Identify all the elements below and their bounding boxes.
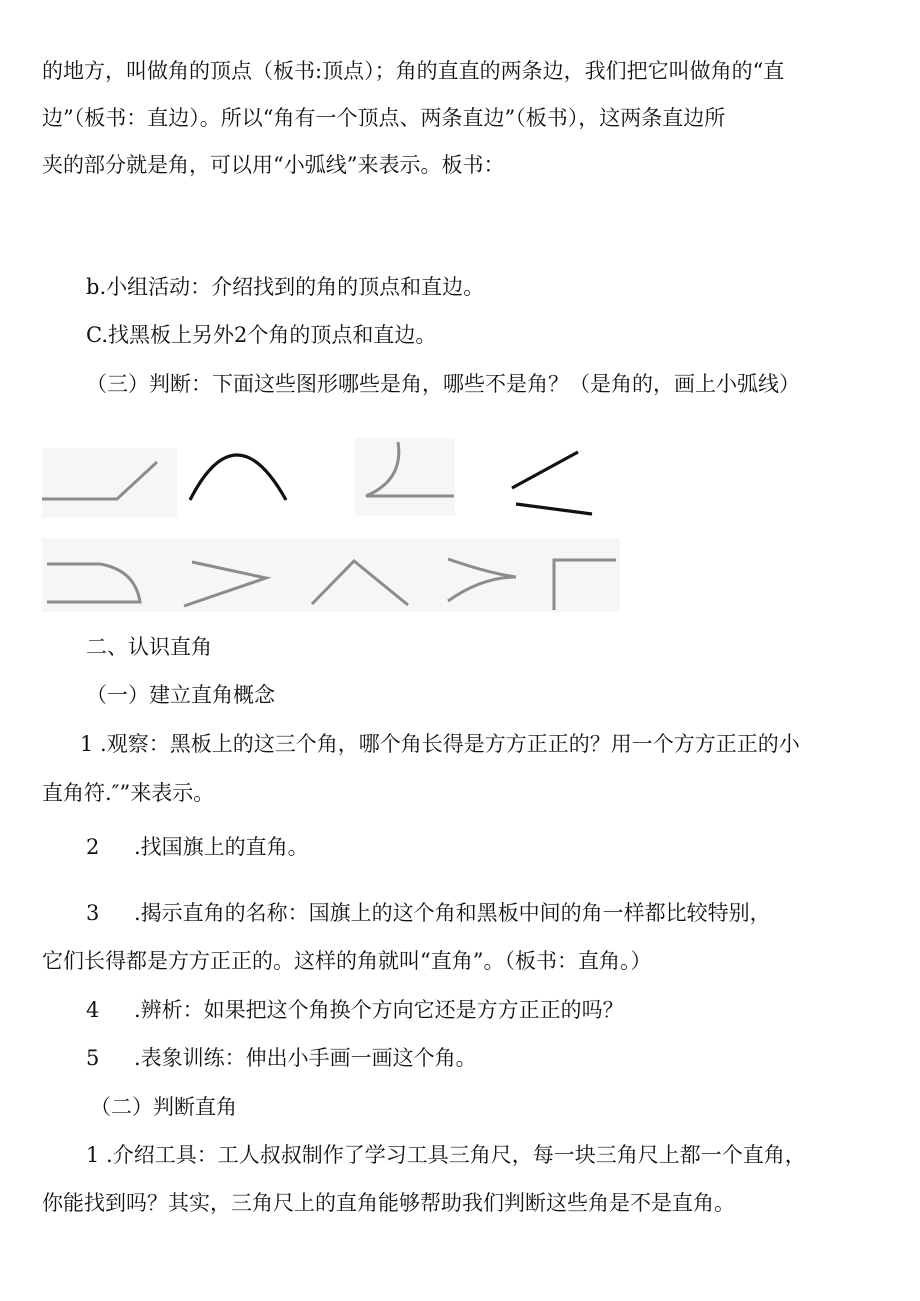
paragraph-line: 1 .观察：黑板上的这三个角，哪个角长得是方方正正的？用一个方方正正的小	[80, 732, 800, 756]
curved-angle-figure-3	[360, 440, 460, 505]
subsection-heading: （二）判断直角	[90, 1095, 237, 1119]
step-number: 4	[86, 998, 100, 1022]
step-text: .找国旗上的直角。	[134, 835, 309, 859]
paragraph-line: 1 .介绍工具：工人叔叔制作了学习工具三角尺，每一块三角尺上都一个直角，	[86, 1143, 806, 1167]
paragraph-line: 直角符.″”来表示。	[42, 781, 215, 805]
section-heading-judgement: （三）判断：下面这些图形哪些是角，哪些不是角？（是角的，画上小弧线）	[86, 372, 800, 396]
angle-figure-1	[42, 450, 167, 510]
right-angle-figure-9	[546, 554, 618, 612]
paragraph-line: 夹的部分就是角，可以用“小弧线”来表示。板书：	[42, 153, 505, 177]
step-number: 5	[86, 1046, 100, 1070]
step-text: .揭示直角的名称：国旗上的这个角和黑板中间的角一样都比较特别，	[134, 901, 771, 925]
list-item-b: b.小组活动：介绍找到的角的顶点和直边。	[86, 275, 485, 299]
paragraph-line: 的地方，叫做角的顶点（板书:顶点）；角的直直的两条边，我们把它叫做角的“直	[42, 59, 785, 83]
step-number: 3	[86, 901, 100, 925]
step-number: 2	[86, 835, 100, 859]
list-item-c: C.找黑板上另外2个角的顶点和直边。	[86, 323, 437, 347]
subsection-heading: （一）建立直角概念	[86, 683, 275, 707]
curved-angle-figure-5	[45, 558, 150, 608]
step-text: .辨析：如果把这个角换个方向它还是方方正正的吗？	[134, 998, 624, 1022]
angle-figure-6	[182, 556, 274, 608]
paragraph-line: 你能找到吗？其实，三角尺上的直角能够帮助我们判断这些角是不是直角。	[42, 1191, 735, 1215]
curve-figure-2	[184, 442, 294, 507]
curved-lines-figure-8	[442, 555, 522, 607]
section-heading-right-angle: 二、认识直角	[86, 635, 212, 659]
paragraph-line: 它们长得都是方方正正的。这样的角就叫“直角”。（板书：直角。）	[42, 949, 652, 973]
open-lines-figure-4	[510, 448, 600, 520]
angle-figure-7	[308, 555, 413, 607]
step-text: .表象训练：伸出小手画一画这个角。	[134, 1046, 477, 1070]
paragraph-line: 边”（板书：直边）。所以“角有一个顶点、两条直边”（板书），这两条直边所	[42, 106, 726, 130]
